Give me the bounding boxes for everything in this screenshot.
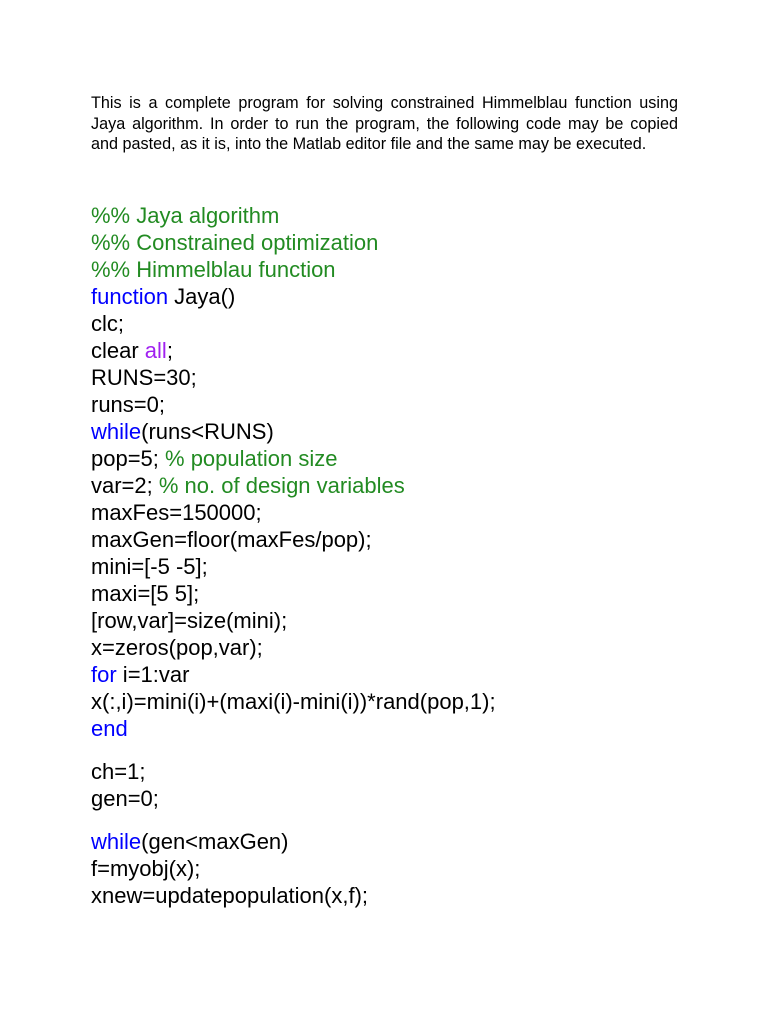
code-line: [91, 445, 731, 472]
code-line: [91, 202, 731, 229]
code-token-text: RUNS=30;: [91, 365, 197, 390]
code-line: [91, 688, 731, 715]
code-line: [91, 607, 731, 634]
code-token-comment: % population size: [165, 446, 338, 471]
code-token-text: (runs<RUNS): [141, 419, 274, 444]
code-token-text: clear: [91, 338, 145, 363]
code-line: [91, 391, 731, 418]
code-line: [91, 526, 731, 553]
code-line: [91, 337, 731, 364]
code-token-text: f=myobj(x);: [91, 856, 201, 881]
code-line: [91, 580, 731, 607]
code-token-text: Jaya(): [168, 284, 236, 309]
code-token-text: var=2;: [91, 473, 159, 498]
code-line: [91, 758, 731, 785]
code-token-keyword: for: [91, 662, 117, 687]
code-token-text: xnew=updatepopulation(x,f);: [91, 883, 369, 908]
code-line: [91, 882, 731, 909]
code-token-text: [row,var]=size(mini);: [91, 608, 288, 633]
code-token-text: maxGen=floor(maxFes/pop);: [91, 527, 372, 552]
code-token-text: (gen<maxGen): [141, 829, 289, 854]
code-token-text: clc;: [91, 311, 124, 336]
intro-paragraph: This is a complete program for solving constrained Himmelblau function using Jaya algorithm. In order to run the program, the following code may be copied and pasted, as it is, into the Matlab editor file and the same may be executed.: [91, 94, 678, 154]
code-token-text: mini=[-5 -5];: [91, 554, 208, 579]
code-token-text: gen=0;: [91, 786, 159, 811]
code-line: [91, 310, 731, 337]
matlab-code-block: [91, 202, 731, 909]
code-token-keyword: function: [91, 284, 169, 309]
code-token-text: i=1:var: [116, 662, 190, 687]
code-line: [91, 229, 731, 256]
code-token-comment: %% Jaya algorithm: [91, 203, 280, 228]
code-token-text: maxi=[5 5];: [91, 581, 200, 606]
code-line: [91, 283, 731, 310]
code-token-keyword: while: [91, 419, 142, 444]
code-token-string: all: [144, 338, 167, 363]
code-token-text: x(:,i)=mini(i)+(maxi(i)-mini(i))*rand(pop,1);: [91, 689, 496, 714]
code-token-text: pop=5;: [91, 446, 166, 471]
code-token-text: runs=0;: [91, 392, 165, 417]
code-line: [91, 715, 731, 742]
code-line: [91, 418, 731, 445]
code-line: [91, 828, 731, 855]
code-line: [91, 855, 731, 882]
code-token-keyword: while: [91, 829, 142, 854]
code-token-keyword: end: [91, 716, 128, 741]
code-token-text: maxFes=150000;: [91, 500, 262, 525]
code-token-text: x=zeros(pop,var);: [91, 635, 263, 660]
code-line: [91, 785, 731, 812]
code-token-comment: % no. of design variables: [158, 473, 405, 498]
code-token-comment: %% Himmelblau function: [91, 257, 336, 282]
code-line: [91, 256, 731, 283]
code-token-text: ;: [166, 338, 173, 363]
code-token-comment: %% Constrained optimization: [91, 230, 379, 255]
code-line: [91, 472, 731, 499]
code-line: [91, 499, 731, 526]
code-line: [91, 661, 731, 688]
code-line: [91, 364, 731, 391]
code-token-text: ch=1;: [91, 759, 146, 784]
code-line: [91, 553, 731, 580]
code-line: [91, 634, 731, 661]
